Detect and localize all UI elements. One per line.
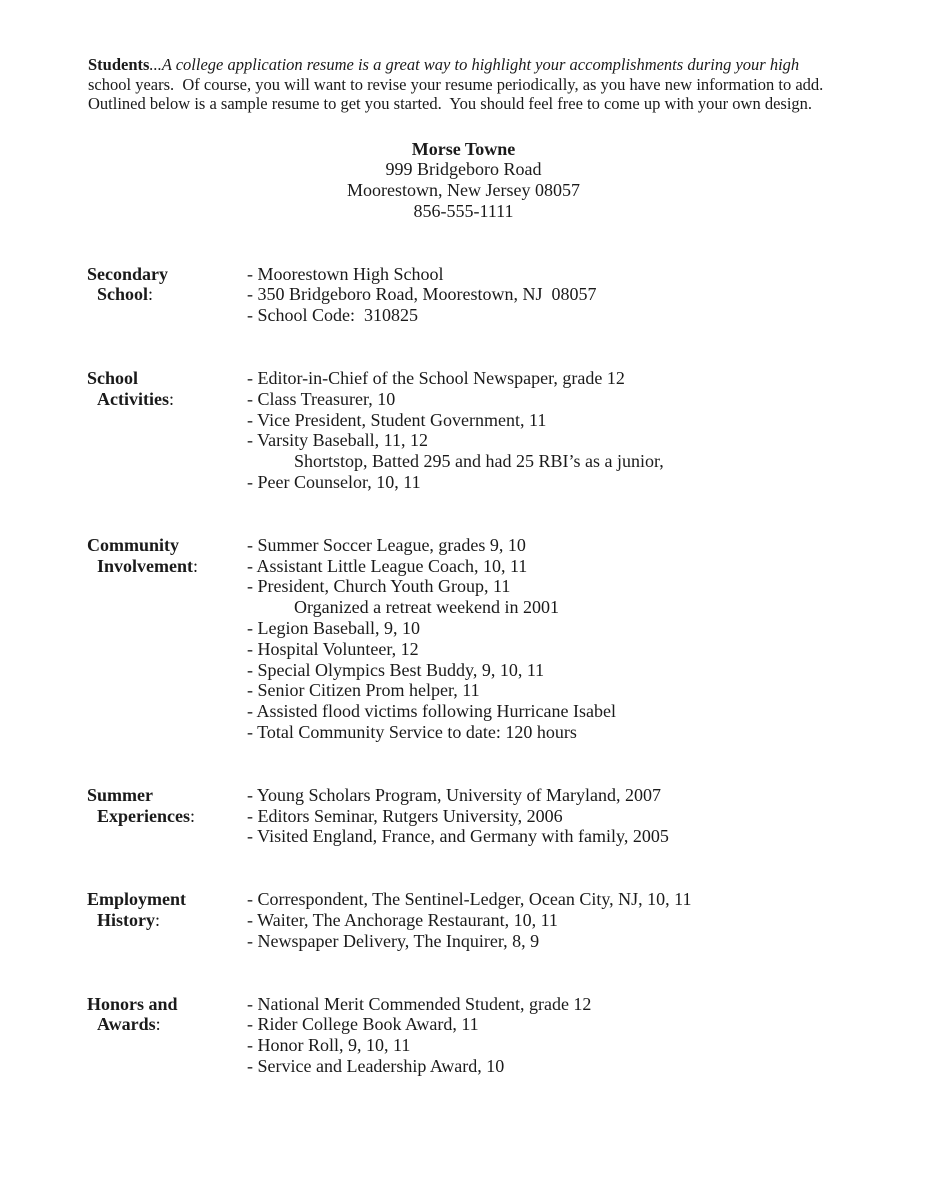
item-dash: - [247,409,258,430]
intro-line-1 [88,55,927,75]
section-label-line2: Involvement: [97,555,199,576]
contact-name: Morse Towne [411,138,516,159]
section-label-line2: Awards: [97,1014,161,1035]
section-items [247,264,927,326]
item-text: Assistant Little League Coach, 10, 11 [256,555,528,576]
item-dash: - [247,1035,258,1056]
section-label-line2: Experiences: [97,805,195,826]
contact-phone: 856-555-1111 [413,200,514,221]
item-dash: - [247,388,258,409]
section-label-colon: : [193,555,199,576]
item-dash: - [247,555,257,576]
intro-lead-text: Students [88,55,150,74]
section-label-colon: : [148,284,154,305]
item-text: Editor-in-Chief of the School Newspaper, grade 12 [257,368,625,389]
item-dash: - [247,576,258,597]
item-dash: - [247,305,258,326]
resume-item [247,722,927,743]
item-dash: - [247,659,258,680]
resume-item [247,701,927,722]
section-label [87,535,247,577]
section-label-line1: Community [87,534,180,555]
item-dash: - [247,701,257,722]
contact-address-line2: Moorestown, New Jersey 08057 [347,180,580,201]
resume-item [247,931,927,952]
section-label-line2: Activities: [97,388,174,409]
resume-item [247,1014,927,1035]
item-dash: - [247,284,258,305]
item-text: National Merit Commended Student, grade 12 [257,993,592,1014]
section-label-line2: School: [97,284,154,305]
item-text: Class Treasurer, 10 [257,388,396,409]
section-label-line1: Summer [87,784,153,805]
resume-item [247,639,927,660]
contact-address-line1: 999 Bridgeboro Road [385,159,542,180]
item-dash: - [247,826,258,847]
section-label [87,785,247,827]
item-dash: - [247,368,258,389]
item-dash: - [247,889,258,910]
section-label-line1: Honors and [87,993,178,1014]
item-text: Peer Counselor, 10, 11 [257,472,421,493]
item-text: Visited England, France, and Germany with family, 2005 [257,826,669,847]
item-dash: - [247,1056,258,1076]
item-dash: - [247,680,258,701]
item-text: Waiter, The Anchorage Restaurant, 10, 11 [257,910,558,931]
resume-section [0,368,927,493]
item-text: Total Community Service to date: 120 hours [257,722,577,743]
item-text: President, Church Youth Group, 11 [257,576,511,597]
item-text: Senior Citizen Prom helper, 11 [257,680,480,701]
item-text: Rider College Book Award, 11 [257,1014,479,1035]
intro-italic-text: ...A college application resume is a great way to highlight your accomplishments during your high [149,55,800,74]
item-text: School Code: 310825 [257,305,418,326]
item-text: Vice President, Student Government, 11 [257,409,547,430]
item-text: Organized a retreat weekend in 2001 [294,597,560,618]
resume-item [247,305,927,326]
resume-item [247,680,927,701]
section-label-line1: School [87,368,139,389]
resume-item [247,826,927,847]
item-dash: - [247,993,258,1014]
item-text: 350 Bridgeboro Road, Moorestown, NJ 08057 [257,284,597,305]
section-items [247,535,927,743]
resume-item [247,472,927,493]
resume-section [0,535,927,743]
resume-item [247,910,927,931]
item-dash: - [247,472,258,493]
section-label-colon: : [168,388,174,409]
resume-item [247,576,927,597]
item-dash: - [247,263,258,284]
intro-line-2: school years. Of course, you will want to revise your resume periodically, as you have new information to add. [88,74,824,94]
item-dash: - [247,805,258,826]
item-text: Hospital Volunteer, 12 [257,638,419,659]
item-dash: - [247,784,257,805]
resume-item [247,368,927,389]
section-label-line2: History: [97,910,161,931]
item-text: Special Olympics Best Buddy, 9, 10, 11 [257,659,545,680]
resume-item [247,264,927,285]
section-label [87,889,247,931]
item-text: Young Scholars Program, University of Maryland, 2007 [256,784,661,805]
section-items [247,368,927,493]
item-dash: - [247,722,258,743]
item-text: Legion Baseball, 9, 10 [257,618,420,639]
section-label-colon: : [155,910,161,931]
contact-block [0,139,927,222]
resume-section [0,889,927,951]
resume-item [247,994,927,1015]
resume-item [247,660,927,681]
item-continuation [247,597,927,618]
item-text: Varsity Baseball, 11, 12 [257,430,428,451]
intro-paragraph [0,0,927,114]
resume-item [247,785,927,806]
resume-item [247,618,927,639]
item-text: Editors Seminar, Rutgers University, 2006 [257,805,563,826]
item-text: Correspondent, The Sentinel-Ledger, Ocean City, NJ, 10, 11 [257,889,692,910]
resume-item [247,889,927,910]
item-text: Assisted flood victims following Hurricane Isabel [256,701,616,722]
intro-line-3: Outlined below is a sample resume to get you started. You should feel free to come up with your own design. [88,94,813,113]
section-label [87,994,247,1036]
item-text: Summer Soccer League, grades 9, 10 [257,534,526,555]
resume-section [0,994,927,1077]
item-dash: - [247,1014,258,1035]
section-label [87,264,247,306]
item-text: Service and Leadership Award, 10 [257,1056,505,1076]
section-label-line1: Secondary [87,263,168,284]
section-label-colon: : [189,805,195,826]
resume-item [247,389,927,410]
item-continuation [247,451,927,472]
resume-item [247,556,927,577]
section-items [247,889,927,951]
resume-item [247,284,927,305]
item-text: Moorestown High School [257,263,444,284]
resume-section [0,785,927,847]
resume-item [247,1035,927,1056]
item-text: Newspaper Delivery, The Inquirer, 8, 9 [257,930,540,951]
resume-section [0,264,927,326]
item-dash: - [247,534,258,555]
resume-item [247,806,927,827]
resume-sections [0,264,927,1077]
item-dash: - [247,930,258,951]
resume-item [247,410,927,431]
section-label [87,368,247,410]
resume-item [247,430,927,451]
item-text: Shortstop, Batted 295 and had 25 RBI’s as a junior, [294,451,664,472]
item-dash: - [247,430,258,451]
section-items [247,785,927,847]
item-text: Honor Roll, 9, 10, 11 [257,1035,411,1056]
resume-item [247,1056,927,1077]
item-dash: - [247,910,258,931]
section-label-line1: Employment [87,889,186,910]
resume-item [247,535,927,556]
item-dash: - [247,618,258,639]
section-items [247,994,927,1077]
item-dash: - [247,638,258,659]
section-label-colon: : [155,1014,161,1035]
